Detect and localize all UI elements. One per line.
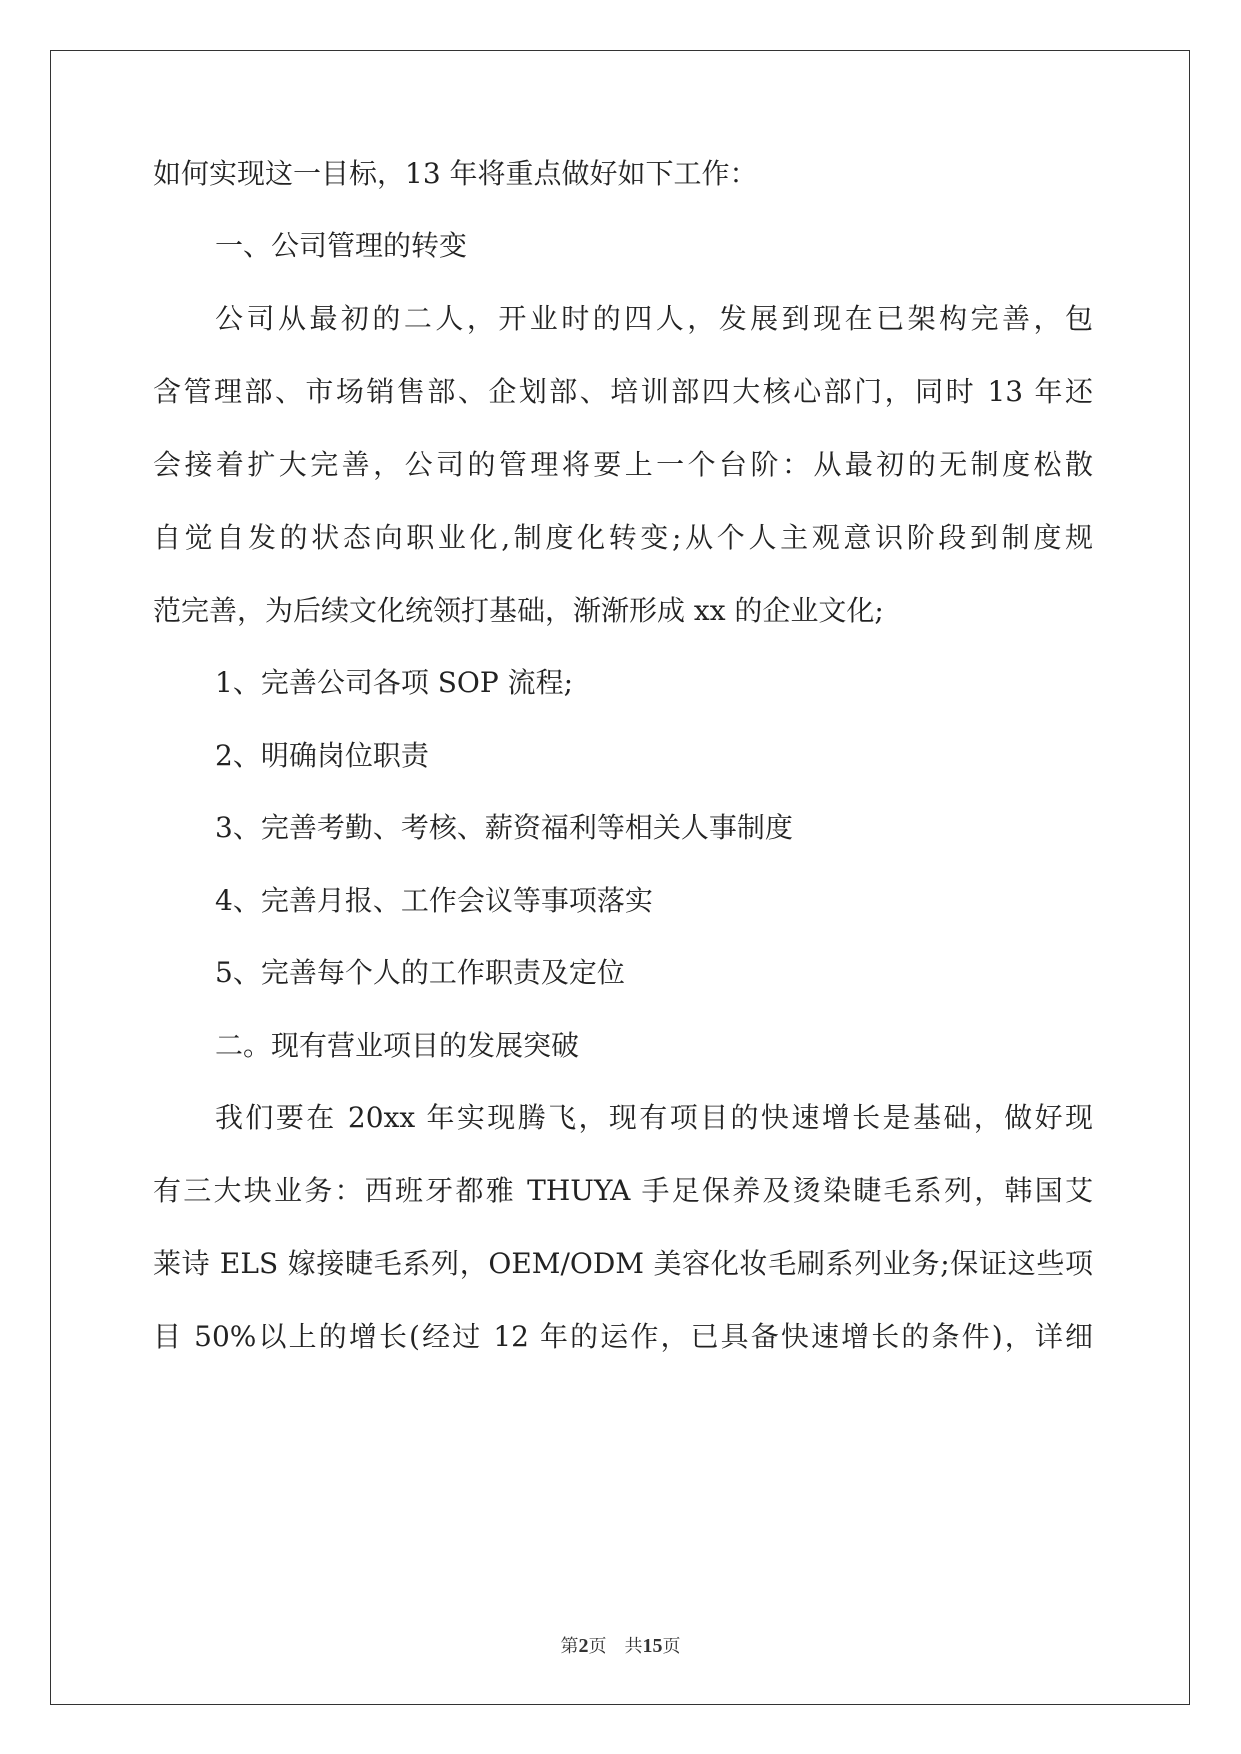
paragraph-line: 含管理部、市场销售部、企划部、培训部四大核心部门，同时 13 年还 — [153, 375, 1093, 408]
paragraph-line: 范完善，为后续文化统领打基础，渐渐形成 xx 的企业文化; — [153, 594, 884, 627]
paragraph-line: 会接着扩大完善，公司的管理将要上一个台阶：从最初的无制度松散 — [153, 448, 1093, 481]
paragraph-line: 目 50%以上的增长(经过 12 年的运作，已具备快速增长的条件)，详细 — [153, 1320, 1093, 1353]
paragraph-line: 我们要在 20xx 年实现腾飞，现有项目的快速增长是基础，做好现 — [215, 1101, 1093, 1134]
list-item: 5、完善每个人的工作职责及定位 — [215, 956, 625, 989]
footer-suffix: 页 — [662, 1636, 681, 1657]
list-item: 3、完善考勤、考核、薪资福利等相关人事制度 — [215, 811, 793, 844]
footer-prefix: 第 — [560, 1636, 579, 1657]
paragraph-line: 自觉自发的状态向职业化,制度化转变;从个人主观意识阶段到制度规 — [153, 521, 1093, 554]
page-footer — [0, 1632, 1241, 1658]
page-number: 2 — [578, 1635, 589, 1657]
paragraph-line: 公司从最初的二人，开业时的四人，发展到现在已架构完善，包 — [215, 302, 1093, 335]
section-heading: 一、公司管理的转变 — [215, 229, 468, 262]
paragraph-line: 如何实现这一目标，13 年将重点做好如下工作： — [153, 157, 758, 190]
list-item: 2、明确岗位职责 — [215, 739, 429, 772]
page-total: 15 — [642, 1635, 663, 1657]
paragraph-line: 有三大块业务：西班牙都雅 THUYA 手足保养及烫染睫毛系列，韩国艾 — [153, 1174, 1093, 1207]
list-item: 1、完善公司各项 SOP 流程; — [215, 666, 574, 699]
footer-mid: 页 共 — [588, 1636, 643, 1657]
list-item: 4、完善月报、工作会议等事项落实 — [215, 884, 653, 917]
paragraph-line: 莱诗 ELS 嫁接睫毛系列，OEM/ODM 美容化妆毛刷系列业务;保证这些项 — [153, 1247, 1093, 1280]
section-heading: 二。现有营业项目的发展突破 — [215, 1029, 580, 1062]
